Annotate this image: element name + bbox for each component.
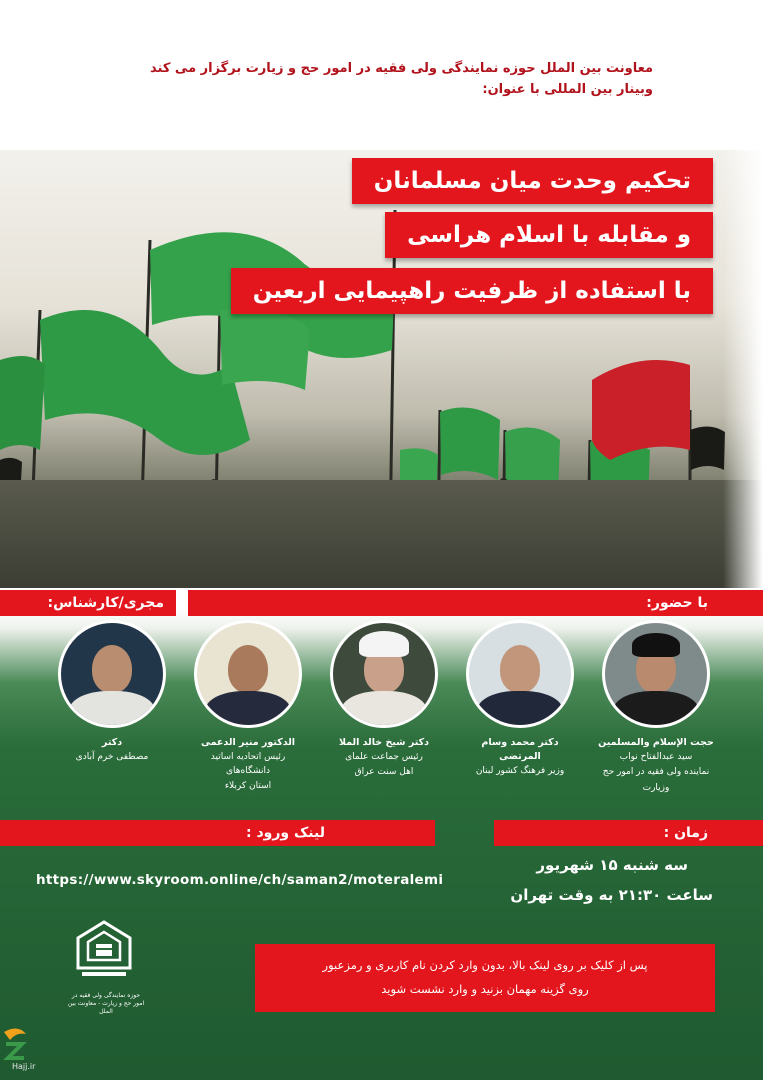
speaker-shirt	[69, 691, 155, 728]
speaker-name-1: دکتر شیخ خالد الملا	[338, 737, 430, 748]
speaker-name-1: حجت الإسلام والمسلمین	[598, 737, 714, 748]
instruction-note	[255, 944, 715, 1012]
speaker-card	[190, 620, 306, 794]
road	[0, 480, 763, 590]
speaker-title: استان کربلاء	[224, 781, 272, 791]
speaker-photo	[330, 620, 438, 728]
speaker-name-2: مصطفی خرم آبادی	[75, 752, 149, 762]
note-line-1: پس از کلیک بر روی لینک بالا، بدون وارد کردن نام کاربری و رمزعبور	[322, 958, 648, 972]
speaker-name-2: رئیس اتحادیه اساتید دانشگاه‌های	[210, 752, 286, 776]
speaker-title: اهل سنت عراق	[354, 767, 414, 777]
turban-icon	[632, 633, 680, 657]
speaker-photo	[602, 620, 710, 728]
title-line-3: با استفاده از ظرفیت راهپیمایی اربعین	[231, 268, 713, 314]
speaker-name-2: رئیس جماعت علمای	[345, 752, 423, 762]
speaker-head	[500, 645, 540, 693]
speaker-suit	[205, 691, 291, 728]
link-heading: لینک ورود :	[245, 825, 325, 841]
speaker-card	[54, 620, 170, 764]
speaker-name-2: وزیر فرهنگ کشور لبنان	[475, 766, 565, 776]
time-heading: زمان :	[663, 825, 708, 841]
header-line-1: معاونت بین الملل حوزه نمایندگی ولی فقیه در امور حج و زیارت برگزار می کند	[150, 61, 653, 76]
speaker-robe	[613, 691, 699, 728]
organization-logo	[74, 920, 134, 980]
speaker-head	[228, 645, 268, 693]
hajj-brand-label: Hajj.ir	[12, 1062, 36, 1071]
photo-edge-fade	[723, 150, 763, 590]
speaker-card	[598, 620, 714, 796]
title-line-2: و مقابله با اسلام هراسی	[385, 212, 713, 258]
speaker-photo	[194, 620, 302, 728]
speaker-title: نماینده ولی فقیه در امور حج وزیارت	[602, 767, 710, 793]
speaker-card	[462, 620, 578, 778]
speaker-card	[326, 620, 442, 780]
speaker-photo	[58, 620, 166, 728]
logo-caption: حوزه نمایندگی ولی فقیه در امور حج و زیارت - معاونت بین الملل	[67, 992, 145, 1015]
speaker-photo	[466, 620, 574, 728]
speaker-suit	[477, 691, 563, 728]
presence-bar	[188, 590, 763, 616]
presence-heading: با حضور:	[646, 595, 708, 611]
turban-icon	[359, 631, 409, 657]
speaker-robe	[341, 691, 427, 728]
event-date: سه شنبه ۱۵ شهریور	[536, 856, 688, 874]
speaker-head	[92, 645, 132, 693]
note-line-2: روی گزینه مهمان بزنید و وارد نشست شوید	[381, 982, 589, 996]
green-flag	[220, 308, 310, 391]
speaker-name-1: دکتر	[101, 737, 123, 748]
title-line-1: تحکیم وحدت میان مسلمانان	[352, 158, 713, 204]
webinar-link[interactable]: https://www.skyroom.online/ch/saman2/moteralemi	[36, 872, 444, 888]
link-bar	[0, 820, 435, 846]
header-line-2: وبینار بین المللی با عنوان:	[482, 82, 653, 97]
green-flag	[0, 356, 45, 450]
speaker-name-2: سید عبدالفتاح نواب	[619, 752, 693, 762]
host-bar	[0, 590, 176, 616]
speaker-name-1: الدکتور منیر الدعمی	[200, 737, 296, 748]
time-bar	[494, 820, 763, 846]
host-heading: مجری/کارشناس:	[47, 595, 164, 611]
poster-header	[93, 58, 653, 100]
speaker-name-1: دکتر محمد وسام المرتضى	[481, 737, 559, 762]
event-time: ساعت ۲۱:۳۰ به وقت تهران	[510, 886, 713, 904]
